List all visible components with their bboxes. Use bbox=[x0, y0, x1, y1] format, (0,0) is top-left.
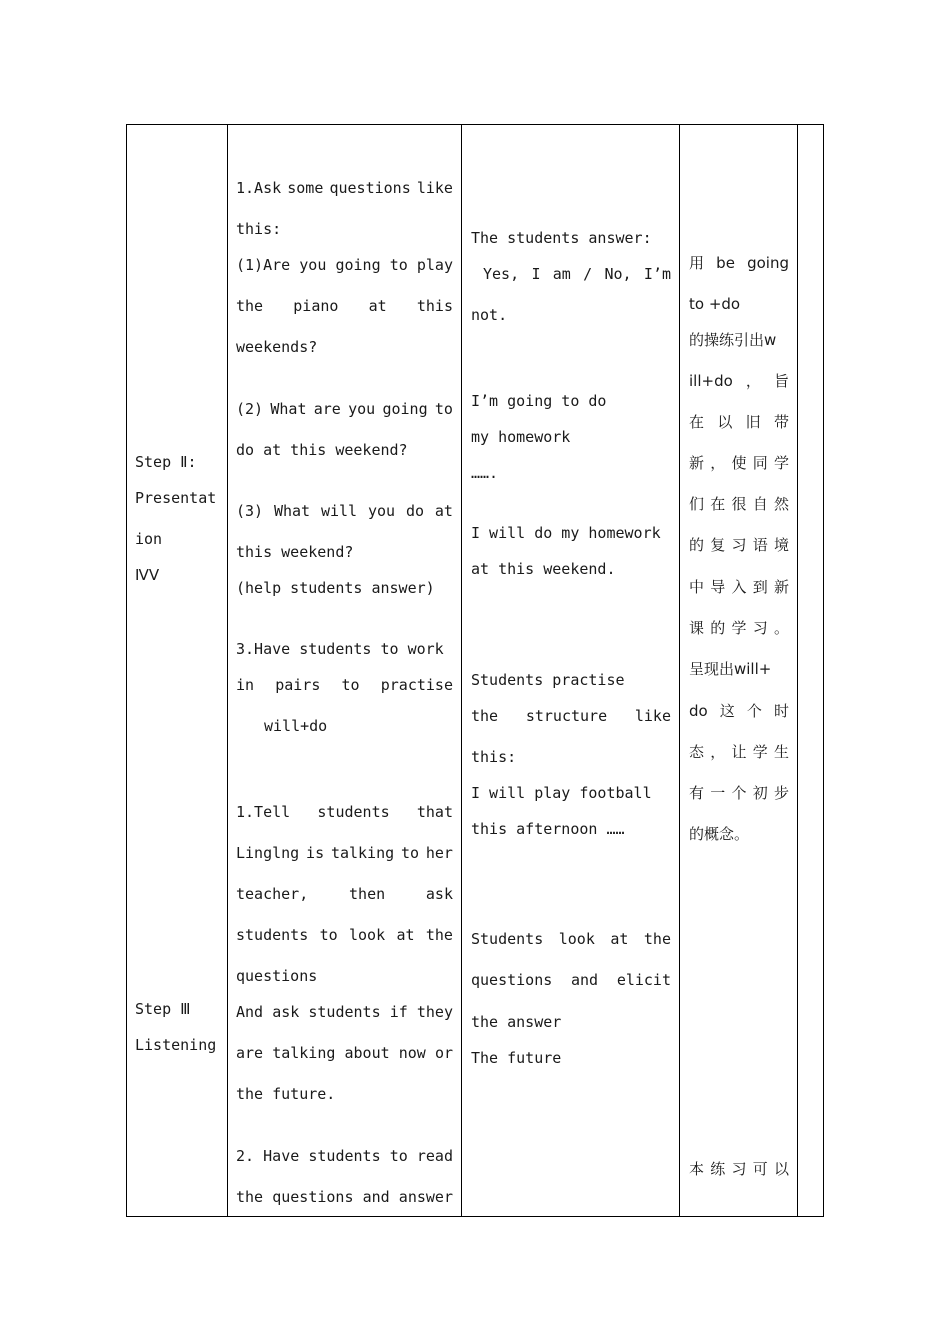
word: 同 bbox=[752, 454, 768, 472]
word: (2) bbox=[236, 400, 264, 418]
word: 1.Tell bbox=[236, 803, 291, 821]
col3-line-b2: my homework bbox=[471, 428, 571, 446]
word: this bbox=[416, 297, 453, 315]
word: 练 bbox=[710, 1160, 726, 1178]
word: to bbox=[434, 400, 453, 418]
step-2-title: Presentat bbox=[135, 489, 217, 507]
word: 入 bbox=[731, 578, 747, 596]
word: or bbox=[434, 1044, 453, 1062]
col2-line-e4 bbox=[236, 926, 453, 944]
word: 1.Ask bbox=[236, 179, 282, 197]
word: I bbox=[531, 265, 541, 283]
word: the bbox=[425, 926, 453, 944]
word: 使 bbox=[731, 454, 747, 472]
word: going bbox=[382, 400, 428, 418]
word: What bbox=[270, 400, 307, 418]
col4-line-a4 bbox=[689, 372, 789, 390]
step-2-title-cont: ion bbox=[135, 530, 163, 548]
word: you bbox=[348, 400, 376, 418]
col3-line-c2: at this weekend. bbox=[471, 560, 616, 578]
word: Yes, bbox=[483, 265, 520, 283]
word: talking bbox=[272, 1044, 336, 1062]
word: teacher, bbox=[236, 885, 309, 903]
word: 的 bbox=[689, 536, 705, 554]
word: do bbox=[405, 502, 424, 520]
word: and bbox=[571, 971, 599, 989]
column-divider bbox=[679, 125, 680, 1216]
word: / bbox=[583, 265, 593, 283]
word: students bbox=[308, 1147, 381, 1165]
col4-line-a7 bbox=[689, 495, 789, 513]
word: like bbox=[416, 179, 453, 197]
word: 习 bbox=[752, 619, 768, 637]
word: 。 bbox=[773, 619, 789, 637]
word: I’m bbox=[643, 265, 671, 283]
word: going bbox=[335, 256, 381, 274]
col2-line-f2 bbox=[236, 1188, 453, 1206]
word: ask bbox=[425, 885, 453, 903]
column-divider bbox=[461, 125, 462, 1216]
word: structure bbox=[525, 707, 608, 725]
col4-line-a5 bbox=[689, 413, 789, 431]
step-3-label: Step Ⅲ bbox=[135, 1000, 191, 1018]
word: 本 bbox=[689, 1160, 705, 1178]
word: 学 bbox=[773, 454, 789, 472]
column-divider bbox=[227, 125, 228, 1216]
col2-line-e1 bbox=[236, 803, 453, 821]
step-2-roman: ⅣⅤ bbox=[135, 566, 160, 584]
word: 步 bbox=[773, 784, 789, 802]
word: 新 bbox=[773, 578, 789, 596]
word: 到 bbox=[752, 578, 768, 596]
word: then bbox=[349, 885, 386, 903]
word: the bbox=[236, 1188, 264, 1206]
word: 2. bbox=[236, 1147, 255, 1165]
step-3-title: Listening bbox=[135, 1036, 217, 1054]
col3-line-d3: this: bbox=[471, 748, 517, 766]
word: ， bbox=[710, 454, 726, 472]
word: No, bbox=[604, 265, 632, 283]
col2-line-a3 bbox=[236, 256, 453, 274]
word: practise bbox=[380, 676, 453, 694]
word: 课 bbox=[689, 619, 705, 637]
word: Linglng bbox=[236, 844, 300, 862]
col4-line-a10 bbox=[689, 619, 789, 637]
col4-line-a1 bbox=[689, 254, 789, 272]
word: going bbox=[747, 254, 789, 272]
col4-line-a9 bbox=[689, 578, 789, 596]
col2-line-d2 bbox=[236, 676, 453, 694]
col4-line-a15: 的概念。 bbox=[689, 825, 750, 843]
word: and bbox=[362, 1188, 390, 1206]
word: look bbox=[349, 926, 386, 944]
col4-line-a13 bbox=[689, 743, 789, 761]
word: What bbox=[273, 502, 311, 520]
word: ， bbox=[745, 372, 761, 390]
col2-line-d1: 3.Have students to work bbox=[236, 640, 444, 658]
col3-line-e3: the answer bbox=[471, 1013, 562, 1031]
col3-line-e4: The future bbox=[471, 1049, 562, 1067]
col2-line-c2: this weekend? bbox=[236, 543, 354, 561]
col2-line-e8: the future. bbox=[236, 1085, 336, 1103]
word: 这 bbox=[719, 702, 735, 720]
word: at bbox=[434, 502, 453, 520]
word: the bbox=[643, 930, 671, 948]
word: 中 bbox=[689, 578, 705, 596]
col2-line-e5: questions bbox=[236, 967, 318, 985]
col2-line-b2: do at this weekend? bbox=[236, 441, 408, 459]
word: 自 bbox=[752, 495, 768, 513]
word: be bbox=[716, 254, 735, 272]
word: 态 bbox=[689, 743, 705, 761]
word: 生 bbox=[773, 743, 789, 761]
word: questions bbox=[272, 1188, 354, 1206]
col2-line-b1 bbox=[236, 400, 453, 418]
word: 个 bbox=[746, 702, 762, 720]
word: talking bbox=[330, 844, 395, 862]
col2-line-e2 bbox=[236, 844, 453, 862]
word: piano bbox=[293, 297, 339, 315]
word: the bbox=[471, 707, 499, 725]
column-divider bbox=[797, 125, 798, 1216]
word: 习 bbox=[731, 536, 747, 554]
word: elicit bbox=[616, 971, 671, 989]
col3-line-c1: I will do my homework bbox=[471, 524, 661, 542]
col3-line-a2 bbox=[483, 265, 671, 283]
word: to bbox=[341, 676, 360, 694]
word: is bbox=[306, 844, 325, 862]
word: questions bbox=[329, 179, 411, 197]
word: at bbox=[368, 297, 387, 315]
word: in bbox=[236, 676, 255, 694]
word: you bbox=[299, 256, 327, 274]
word: will bbox=[320, 502, 358, 520]
col4-line-a8 bbox=[689, 536, 789, 554]
word: Students bbox=[471, 930, 544, 948]
col2-line-c3: (help students answer) bbox=[236, 579, 435, 597]
word: ask bbox=[272, 1003, 300, 1021]
word: 学 bbox=[731, 619, 747, 637]
word: 有 bbox=[689, 784, 705, 802]
col2-line-a4 bbox=[236, 297, 453, 315]
word: to bbox=[389, 1147, 408, 1165]
word: 以 bbox=[773, 1160, 789, 1178]
col3-line-d4: I will play football bbox=[471, 784, 652, 802]
word: 境 bbox=[773, 536, 789, 554]
col4-line-a12 bbox=[689, 702, 789, 720]
word: to bbox=[389, 256, 408, 274]
col3-line-a3: not. bbox=[471, 306, 508, 324]
word: (1)Are bbox=[236, 256, 291, 274]
word: are bbox=[236, 1044, 264, 1062]
word: 旨 bbox=[773, 372, 789, 390]
word: ill+do bbox=[689, 372, 733, 390]
word: And bbox=[236, 1003, 264, 1021]
word: at bbox=[396, 926, 415, 944]
word: are bbox=[313, 400, 341, 418]
word: 时 bbox=[773, 702, 789, 720]
word: 很 bbox=[731, 495, 747, 513]
word: answer bbox=[398, 1188, 453, 1206]
word: 初 bbox=[752, 784, 768, 802]
word: read bbox=[416, 1147, 453, 1165]
word: do bbox=[689, 702, 708, 720]
col4-line-a11: 呈现出will+ bbox=[689, 660, 772, 678]
word: students bbox=[236, 926, 309, 944]
col2-line-a1 bbox=[236, 179, 453, 197]
col3-line-d2 bbox=[471, 707, 671, 725]
word: 新 bbox=[689, 454, 705, 472]
word: 们 bbox=[689, 495, 705, 513]
word: 可 bbox=[752, 1160, 768, 1178]
col4-line-a14 bbox=[689, 784, 789, 802]
step-2-label: Step Ⅱ: bbox=[135, 453, 197, 471]
word: 导 bbox=[710, 578, 726, 596]
word: 用 bbox=[689, 254, 705, 272]
word: if bbox=[389, 1003, 408, 1021]
word: am bbox=[552, 265, 571, 283]
word: about bbox=[344, 1044, 390, 1062]
word: pairs bbox=[275, 676, 321, 694]
word: look bbox=[558, 930, 595, 948]
word: 语 bbox=[752, 536, 768, 554]
word: ， bbox=[710, 743, 726, 761]
col3-line-e1 bbox=[471, 930, 671, 948]
word: like bbox=[634, 707, 671, 725]
col3-line-a1: The students answer: bbox=[471, 229, 652, 247]
col4-line-a2: to +do bbox=[689, 295, 741, 313]
word: 带 bbox=[773, 413, 789, 431]
word: at bbox=[610, 930, 629, 948]
word: 个 bbox=[731, 784, 747, 802]
word: 在 bbox=[689, 413, 705, 431]
col2-line-d3: will+do bbox=[264, 717, 328, 735]
word: (3) bbox=[236, 502, 264, 520]
word: now bbox=[398, 1044, 426, 1062]
word: Have bbox=[263, 1147, 300, 1165]
col2-line-a5: weekends? bbox=[236, 338, 318, 356]
word: her bbox=[425, 844, 453, 862]
col3-line-b1: I’m going to do bbox=[471, 392, 607, 410]
word: 习 bbox=[731, 1160, 747, 1178]
word: questions bbox=[471, 971, 553, 989]
word: they bbox=[416, 1003, 453, 1021]
col3-line-d5: this afternoon …… bbox=[471, 820, 625, 838]
col2-line-e7 bbox=[236, 1044, 453, 1062]
word: 一 bbox=[710, 784, 726, 802]
word: 让 bbox=[731, 743, 747, 761]
word: that bbox=[416, 803, 453, 821]
col4-line-a6 bbox=[689, 454, 789, 472]
word: 复 bbox=[710, 536, 726, 554]
word: some bbox=[287, 179, 324, 197]
col4-line-b1 bbox=[689, 1160, 789, 1178]
word: play bbox=[416, 256, 453, 274]
col3-line-d1: Students practise bbox=[471, 671, 625, 689]
col3-line-b3: ……. bbox=[471, 464, 499, 482]
col2-line-f1 bbox=[236, 1147, 453, 1165]
word: students bbox=[317, 803, 390, 821]
word: 然 bbox=[773, 495, 789, 513]
col2-line-e3 bbox=[236, 885, 453, 903]
word: 的 bbox=[710, 619, 726, 637]
word: 在 bbox=[710, 495, 726, 513]
word: to bbox=[319, 926, 338, 944]
word: you bbox=[367, 502, 396, 520]
word: 学 bbox=[752, 743, 768, 761]
col3-line-e2 bbox=[471, 971, 671, 989]
word: 以 bbox=[717, 413, 733, 431]
word: students bbox=[308, 1003, 381, 1021]
col4-line-a3: 的操练引出w bbox=[689, 331, 777, 349]
word: to bbox=[400, 844, 420, 862]
col2-line-e6 bbox=[236, 1003, 453, 1021]
col2-line-a2: this: bbox=[236, 220, 282, 238]
col2-line-c1 bbox=[236, 502, 453, 520]
word: the bbox=[236, 297, 264, 315]
word: 旧 bbox=[745, 413, 761, 431]
